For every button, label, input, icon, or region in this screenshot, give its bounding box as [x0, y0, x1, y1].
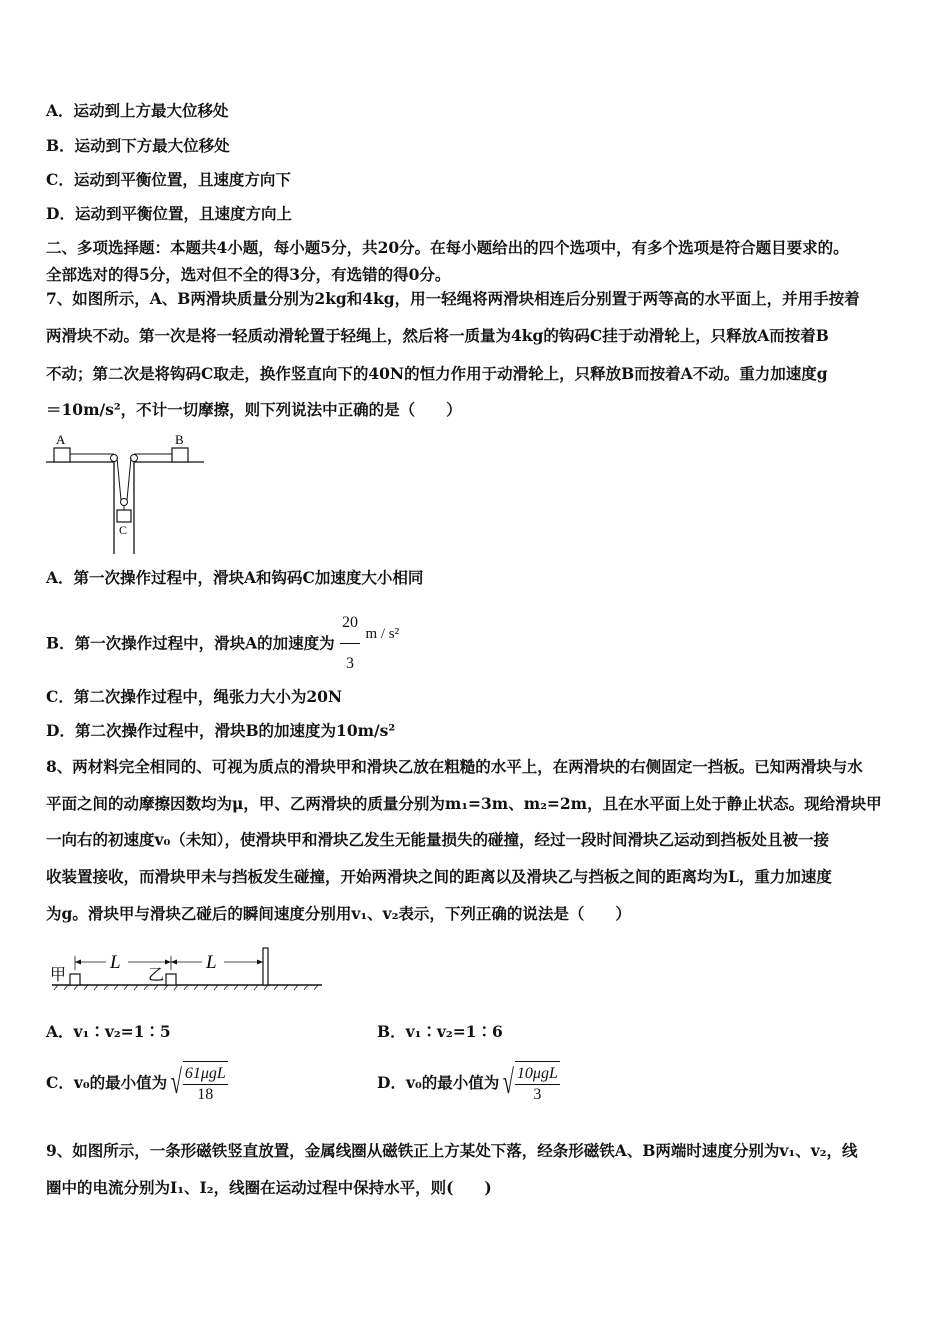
q6-option-a: A．运动到上方最大位移处 [46, 101, 229, 120]
section2-heading-line1: 二、多项选择题：本题共4小题，每小题5分，共20分。在每小题给出的四个选项中，有多个选项是符合题目要求的。 [46, 238, 849, 257]
q8-option-d-text: D．v₀的最小值为 [377, 1073, 500, 1092]
q7-option-b-text: B．第一次操作过程中，滑块A的加速度为 [46, 633, 335, 653]
q8-option-b: B．v₁∶v₂=1∶6 [377, 1022, 503, 1041]
q8-option-c-numerator: 61μgL [184, 1065, 226, 1082]
q8-option-c [46, 1058, 228, 1108]
q8-stem-line3: 一向右的初速度v₀（未知），使滑块甲和滑块乙发生无能量损失的碰撞，经过一段时间滑块乙运动到挡板处且被一接 [46, 830, 830, 849]
label-c: C [119, 523, 128, 537]
q8-stem-line5: 为g。滑块甲与滑块乙碰后的瞬间速度分别用v₁、v₂表示，下列正确的说法是（ ） [46, 904, 631, 923]
q8-option-d [377, 1058, 560, 1108]
q7-option-b [46, 603, 399, 684]
q8-stem-line4: 收装置接收，而滑块甲未与挡板发生碰撞，开始两滑块之间的距离以及滑块乙与挡板之间的距离均为L，重力加速度 [46, 867, 832, 886]
q7-option-b-fraction [340, 603, 360, 684]
q7-option-b-unit: m / s² [365, 625, 400, 642]
q7-stem-line3: 不动；第二次是将钩码C取走，换作竖直向下的40N的恒力作用于动滑轮上，只释放B而按着A不动。重力加速度g [46, 364, 828, 383]
block-yi [166, 974, 176, 985]
label-l2: L [206, 952, 217, 973]
q8-option-a: A．v₁∶v₂=1∶5 [46, 1022, 171, 1041]
block-jia [70, 974, 80, 985]
q7-stem-line2: 两滑块不动。第一次是将一轻质动滑轮置于轻绳上，然后将一质量为4kg的钩码C挂于动滑轮上，只释放A而按着B [46, 326, 829, 345]
q7-option-b-denominator: 3 [340, 643, 360, 684]
q7-option-b-numerator: 20 [342, 614, 359, 631]
q7-option-c: C．第二次操作过程中，绳张力大小为20N [46, 687, 343, 706]
q7-option-a: A．第一次操作过程中，滑块A和钩码C加速度大小相同 [46, 568, 424, 587]
label-yi: 乙 [148, 967, 165, 984]
q6-option-b: B．运动到下方最大位移处 [46, 136, 230, 155]
section2-heading-line2: 全部选对的得5分，选对但不全的得3分，有选错的得0分。 [46, 265, 451, 284]
movable-pulley [121, 499, 128, 506]
label-a: A [56, 432, 66, 447]
label-jia: 甲 [50, 967, 67, 984]
block-b [172, 448, 188, 462]
q8-option-d-denominator: 3 [515, 1084, 560, 1105]
q8-stem-line2: 平面之间的动摩擦因数均为μ，甲、乙两滑块的质量分别为m₁=3m、m₂=2m，且在水平面上处于静止状态。现给滑块甲 [46, 794, 882, 813]
q9-stem-line2: 圈中的电流分别为I₁、I₂，线圈在运动过程中保持水平，则( ) [46, 1178, 492, 1197]
q8-blocks-figure [44, 942, 326, 994]
q8-stem-line1: 8、两材料完全相同的、可视为质点的滑块甲和滑块乙放在粗糙的水平上，在两滑块的右侧固定一挡板。已知两滑块与水 [46, 757, 863, 776]
q8-option-c-denominator: 18 [183, 1084, 228, 1105]
q7-option-d: D．第二次操作过程中，滑块B的加速度为10m/s² [46, 721, 396, 740]
q7-pulley-figure [44, 430, 214, 556]
q7-stem-line1: 7、如图所示，A、B两滑块质量分别为2kg和4kg，用一轻绳将两滑块相连后分别置于两等高的水平面上，并用手按着 [46, 289, 860, 308]
q6-option-c: C．运动到平衡位置，且速度方向下 [46, 170, 291, 189]
q8-option-d-sqrt: √ $\frac{\text{10μgL}}{3}$ [499, 1061, 560, 1105]
wall-plate [263, 948, 268, 985]
q8-option-c-text: C．v₀的最小值为 [46, 1073, 168, 1092]
label-l1: L [110, 952, 121, 973]
block-a [54, 448, 70, 462]
q7-stem-line4: ＝10m/s²，不计一切摩擦，则下列说法中正确的是（ ） [46, 400, 462, 419]
label-b: B [175, 432, 184, 447]
q6-option-d: D．运动到平衡位置，且速度方向上 [46, 204, 292, 223]
q9-stem-line1: 9、如图所示，一条形磁铁竖直放置，金属线圈从磁铁正上方某处下落，经条形磁铁A、B两端时速度分别为v₁、v₂，线 [46, 1141, 858, 1160]
q8-option-c-sqrt: √ $\frac{\text{61μgL}}{18}$ [167, 1061, 228, 1105]
q8-option-d-numerator: 10μgL [516, 1065, 558, 1082]
weight-c [117, 510, 131, 522]
